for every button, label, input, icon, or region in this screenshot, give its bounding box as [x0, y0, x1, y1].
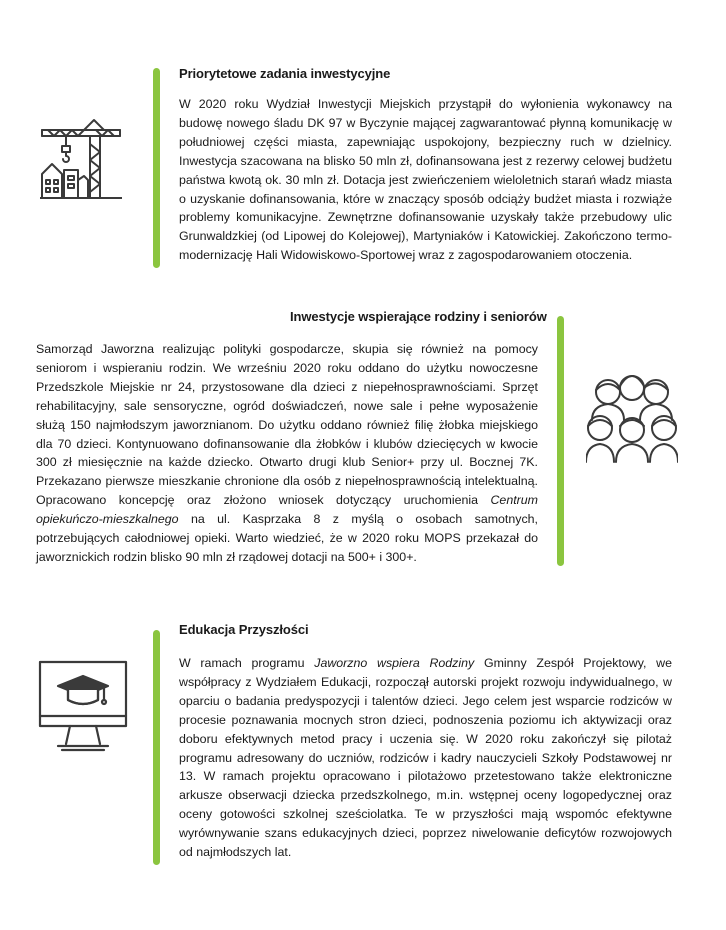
- paragraph-text-part-2: na ul. Kasprzaka 8 z myślą o osobach samotnych, potrzebujących całodniowej opieki. Warto wiedzieć, że w 2020 roku MOPS przekazał do jaworznickich rodzin blisko 90 mln zł rządowej dotacji na 500+ i 300+.: [36, 512, 538, 564]
- family-group-icon: [586, 374, 678, 464]
- section-paragraph-families-seniors: [36, 340, 538, 567]
- accent-bar-1: [153, 68, 160, 268]
- paragraph-text-part-1: W ramach programu: [179, 656, 315, 670]
- section-heading-education: Edukacja Przyszłości: [179, 622, 309, 637]
- section-heading-investments: Priorytetowe zadania inwestycyjne: [179, 66, 391, 81]
- paragraph-italic-centre-name: Centrum opiekuńczo-mieszkalnego: [36, 493, 538, 527]
- paragraph-text-part-2: Gminny Zespół Projektowy, we współpracy z Wydziałem Edukacji, rozpoczął autorski projekt rozwoju indywidualnego, w oparciu o badania predyspozycji i talentów dzieci. Jego celem jest wsparcie rodziców w procesie poznawania mocnych stron dzieci, podnoszenia poziomu ich aktywizacji oraz doboru efektywnych metod pracy i uczenia się. W 2020 roku zakończył się pilotaż programu adresowany do uczniów, rodziców i kadry nauczycieli Szkoły Podstawowej nr 13. W ramach projektu opracowano i pilotażowo przetestowano także elektroniczne arkusze obserwacji dziecka przedszkolnego, m.in. wstępnej oceny logopedycznej oraz oceny gotowości szkolnej sześciolatka. Te w przyszłości mają wspomóc efektywne wyrównywanie szans edukacyjnych dzieci, poprzez niwelowanie deficytów rozwojowych od najmłodszych lat.: [179, 656, 673, 860]
- accent-bar-2: [557, 316, 564, 566]
- section-heading-families-seniors: Inwestycje wspierające rodziny i seniorów: [290, 309, 547, 324]
- paragraph-italic-program-name: Jaworzno wspiera Rodziny: [314, 656, 475, 670]
- section-paragraph-education: [179, 654, 672, 862]
- construction-crane-icon: [40, 118, 122, 200]
- section-paragraph-investments: W 2020 roku Wydział Inwestycji Miejskich przystąpił do wyłonienia wykonawcy na budowę nowego śladu DK 97 w Byczynie mającej zagwarantować płynną komunikację w południowej części miasta, zapewniając uspokojony, bezpieczny ruch w dzielnicy. Inwestycja szacowana na blisko 50 mln zł, dofinansowana jest z rezerwy celowej budżetu państwa kwotą ok. 30 mln zł. Dotacja jest zwieńczeniem wieloletnich starań władz miasta o uzyskanie dofinansowania, które w znaczący sposób odciąży budżet miasta i rozwiąże problemy komunikacyjne. Zewnętrzne dofinansowanie uzyskały także przebudowy ulic Grunwaldzkiej (od Lipowej do Kolejowej), Martyniaków i Katowickiej. Zakończono termo-modernizację Hali Widowiskowo-Sportowej wraz z zagospodarowaniem otoczenia.: [179, 97, 672, 263]
- accent-bar-3: [153, 630, 160, 865]
- graduation-monitor-icon: [38, 660, 128, 752]
- paragraph-text-part-1: Samorząd Jaworzna realizując polityki gospodarcze, skupia się również na pomocy seniorom i wspieraniu rodzin. We wrześniu 2020 roku oddano do użytku nowoczesne Przedszkole Miejskie nr 24, przystosowane dla dzieci z niepełnosprawnościami. Sprzęt rehabilitacyjny, sale sensoryczne, ogród doświadczeń, nowe sale i pełne wyposażenie służą 150 najmłodszym jaworznianom. Do użytku oddano również filię żłobka miejskiego dla 70 dzieci. Kontynuowano dofinansowanie dla żłobków i klubów dziecięcych w kwocie 300 zł miesięcznie na każde dziecko. Otwarto drugi klub Senior+ przy ul. Bocznej 7K. Przekazano pierwsze mieszkanie chronione dla osób z niepełnosprawnością intelektualną. Opracowano koncepcję oraz złożono wniosek dotyczący uruchomienia: [36, 342, 538, 508]
